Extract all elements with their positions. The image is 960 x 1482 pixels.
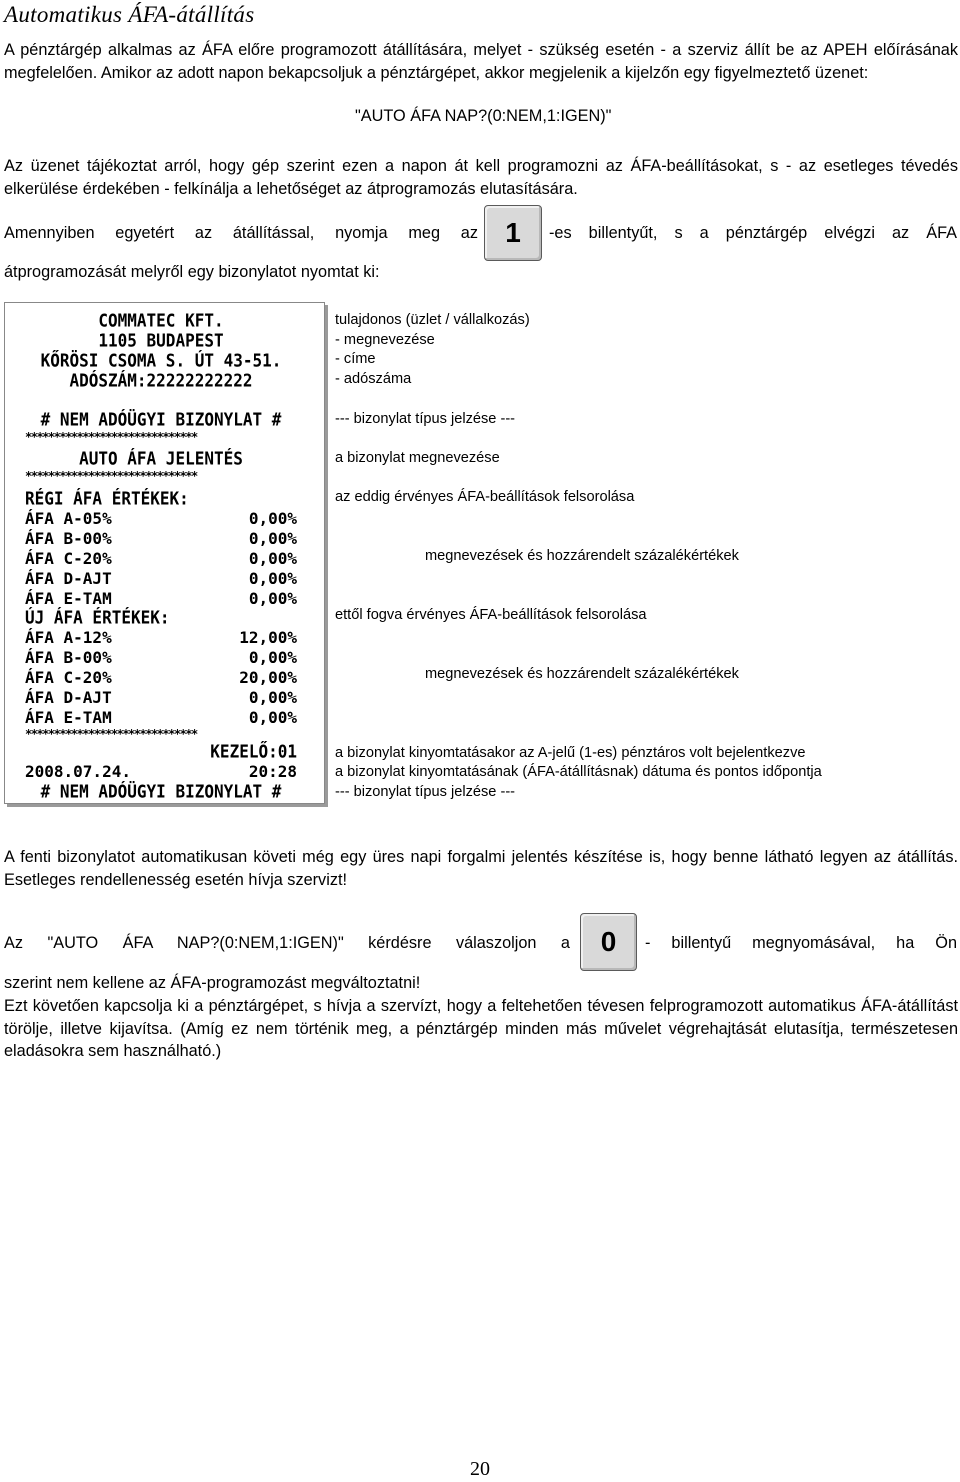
final-paragraph: Ezt követően kapcsolja ki a pénztárgépet, s hívja a szervízt, hogy a feltehetően tévesen felprogramozott automatikus ÁFA-átállítást törölje, illetve kijavítsa. (Amíg ez nem történik meg, a pénztárgép minden más művelet végrehajtását elutasítja, természetesen eladásokra sem használható.) (4, 997, 958, 1060)
rate-value: 0,00% (248, 549, 297, 568)
rate-name: ÁFA D-AJT (25, 569, 112, 588)
note-name: - megnevezése (335, 332, 435, 348)
decline-text-before: Az "AUTO ÁFA NAP?(0:NEM,1:IGEN)" kérdésre válaszoljon a (4, 934, 570, 952)
receipt-old-rate-row (25, 529, 297, 549)
rate-value: 0,00% (248, 589, 297, 608)
note-old-rates: az eddig érvényes ÁFA-beállítások felsorolása (335, 489, 635, 505)
rate-value: 0,00% (248, 648, 297, 667)
rate-value: 0,00% (248, 569, 297, 588)
rate-name: ÁFA C-20% (25, 668, 112, 687)
receipt-city: 1105 BUDAPEST (98, 330, 224, 351)
agree-text-before: Amennyiben egyetért az átállítással, nyomja meg az (4, 224, 478, 242)
receipt-taxid: ADÓSZÁM:22222222222 (69, 370, 253, 391)
agree-text-after: -es billentyűt, s a pénztárgép elvégzi az ÁFA (549, 224, 957, 242)
receipt-old-rate-row (25, 589, 297, 609)
receipt-old-rate-row (25, 569, 297, 589)
receipt-doc-type: # NEM ADÓÜGYI BIZONYLAT # (40, 409, 282, 430)
rate-value: 0,00% (248, 509, 297, 528)
rate-value: 0,00% (248, 708, 297, 727)
receipt-separator: ****************************** (25, 470, 197, 482)
note-cashier: a bizonylat kinyomtatásakor az A-jelű (1-es) pénztáros volt bejelentkezve (335, 745, 806, 761)
rate-value: 0,00% (248, 529, 297, 548)
note-datetime: a bizonylat kinyomtatásának (ÁFA-átállításnak) dátuma és pontos időpontja (335, 764, 822, 780)
decline-text-line2: szerint nem kellene az ÁFA-programozást megváltoztatni! (4, 974, 421, 992)
receipt-doc-type-end: # NEM ADÓÜGYI BIZONYLAT # (40, 781, 282, 802)
receipt-new-rate-row (25, 668, 297, 688)
receipt-date: 2008.07.24. (25, 762, 131, 781)
receipt-printout (4, 302, 325, 804)
note-tax: - adószáma (335, 371, 412, 387)
receipt-old-rate-row (25, 509, 297, 529)
receipt-separator: ****************************** (25, 728, 197, 740)
page-title: Automatikus ÁFA-átállítás (4, 2, 255, 27)
display-message: "AUTO ÁFA NAP?(0:NEM,1:IGEN)" (355, 107, 612, 125)
page-number: 20 (470, 1458, 490, 1480)
receipt-new-rate-row (25, 628, 297, 648)
key-0-label: 0 (600, 926, 617, 957)
rate-name: ÁFA A-12% (25, 628, 112, 647)
intro-paragraph: A pénztárgép alkalmas az ÁFA előre programozott átállítására, melyet - szükség esetén - a szerviz állít be az APEH előírásának megfelelően. Amikor az adott napon bekapcsoljuk a pénztárgépet, akkor megjelenik a kijelzőn egy figyelmeztető üzenet: (4, 41, 958, 82)
key-1-label: 1 (505, 217, 521, 248)
note-owner: tulajdonos (üzlet / vállalkozás) (335, 312, 530, 328)
note-doc-type: --- bizonylat típus jelzése --- (335, 411, 516, 427)
receipt-datetime-row (25, 762, 297, 782)
receipt-new-rate-row (25, 688, 297, 708)
rate-name: ÁFA B-00% (25, 529, 112, 548)
note-address: - címe (335, 351, 376, 367)
rate-value: 0,00% (248, 688, 297, 707)
note-old-detail: megnevezések és hozzárendelt százalékértékek (425, 548, 739, 564)
receipt-time: 20:28 (248, 762, 297, 781)
key-1-icon (484, 205, 542, 261)
note-new-detail: megnevezések és hozzárendelt százalékértékek (425, 666, 739, 682)
decline-text-after: - billentyű megnyomásával, ha Ön (645, 934, 957, 952)
rate-value: 12,00% (239, 628, 297, 647)
receipt-old-rate-row (25, 549, 297, 569)
rate-name: ÁFA E-TAM (25, 708, 112, 727)
receipt-doc-name: AUTO ÁFA JELENTÉS (79, 448, 243, 469)
note-new-rates: ettől fogva érvényes ÁFA-beállítások felsorolása (335, 607, 647, 623)
key-0-icon (580, 913, 637, 971)
rate-name: ÁFA D-AJT (25, 688, 112, 707)
receipt-company: COMMATEC KFT. (98, 310, 224, 331)
receipt-separator: ****************************** (25, 431, 197, 443)
receipt-new-header: ÚJ ÁFA ÉRTÉKEK: (25, 607, 170, 628)
rate-value: 20,00% (239, 668, 297, 687)
rate-name: ÁFA B-00% (25, 648, 112, 667)
note-doc-type-end: --- bizonylat típus jelzése --- (335, 784, 516, 800)
note-doc-name: a bizonylat megnevezése (335, 450, 500, 466)
rate-name: ÁFA A-05% (25, 509, 112, 528)
explanation-paragraph: Az üzenet tájékoztat arról, hogy gép szerint ezen a napon át kell programozni az ÁFA-beállításokat, s - az esetleges tévedés elkerülése érdekében - felkínálja a lehetőséget az átprogramozás elutasítására. (4, 157, 958, 198)
after-receipt-paragraph: A fenti bizonylatot automatikusan követi még egy üres napi forgalmi jelentés készítése is, hogy benne látható legyen az átállítás. Esetleges rendellenesség esetén hívja szervizt! (4, 848, 958, 889)
receipt-old-header: RÉGI ÁFA ÉRTÉKEK: (25, 488, 189, 509)
agree-text-line2: átprogramozását melyről egy bizonylatot nyomtat ki: (4, 263, 380, 281)
receipt-new-rate-row (25, 648, 297, 668)
rate-name: ÁFA E-TAM (25, 589, 112, 608)
receipt-street: KŐRÖSI CSOMA S. ÚT 43-51. (40, 350, 282, 371)
receipt-operator: KEZELŐ:01 (210, 741, 297, 762)
receipt-new-rate-row (25, 708, 297, 728)
rate-name: ÁFA C-20% (25, 549, 112, 568)
